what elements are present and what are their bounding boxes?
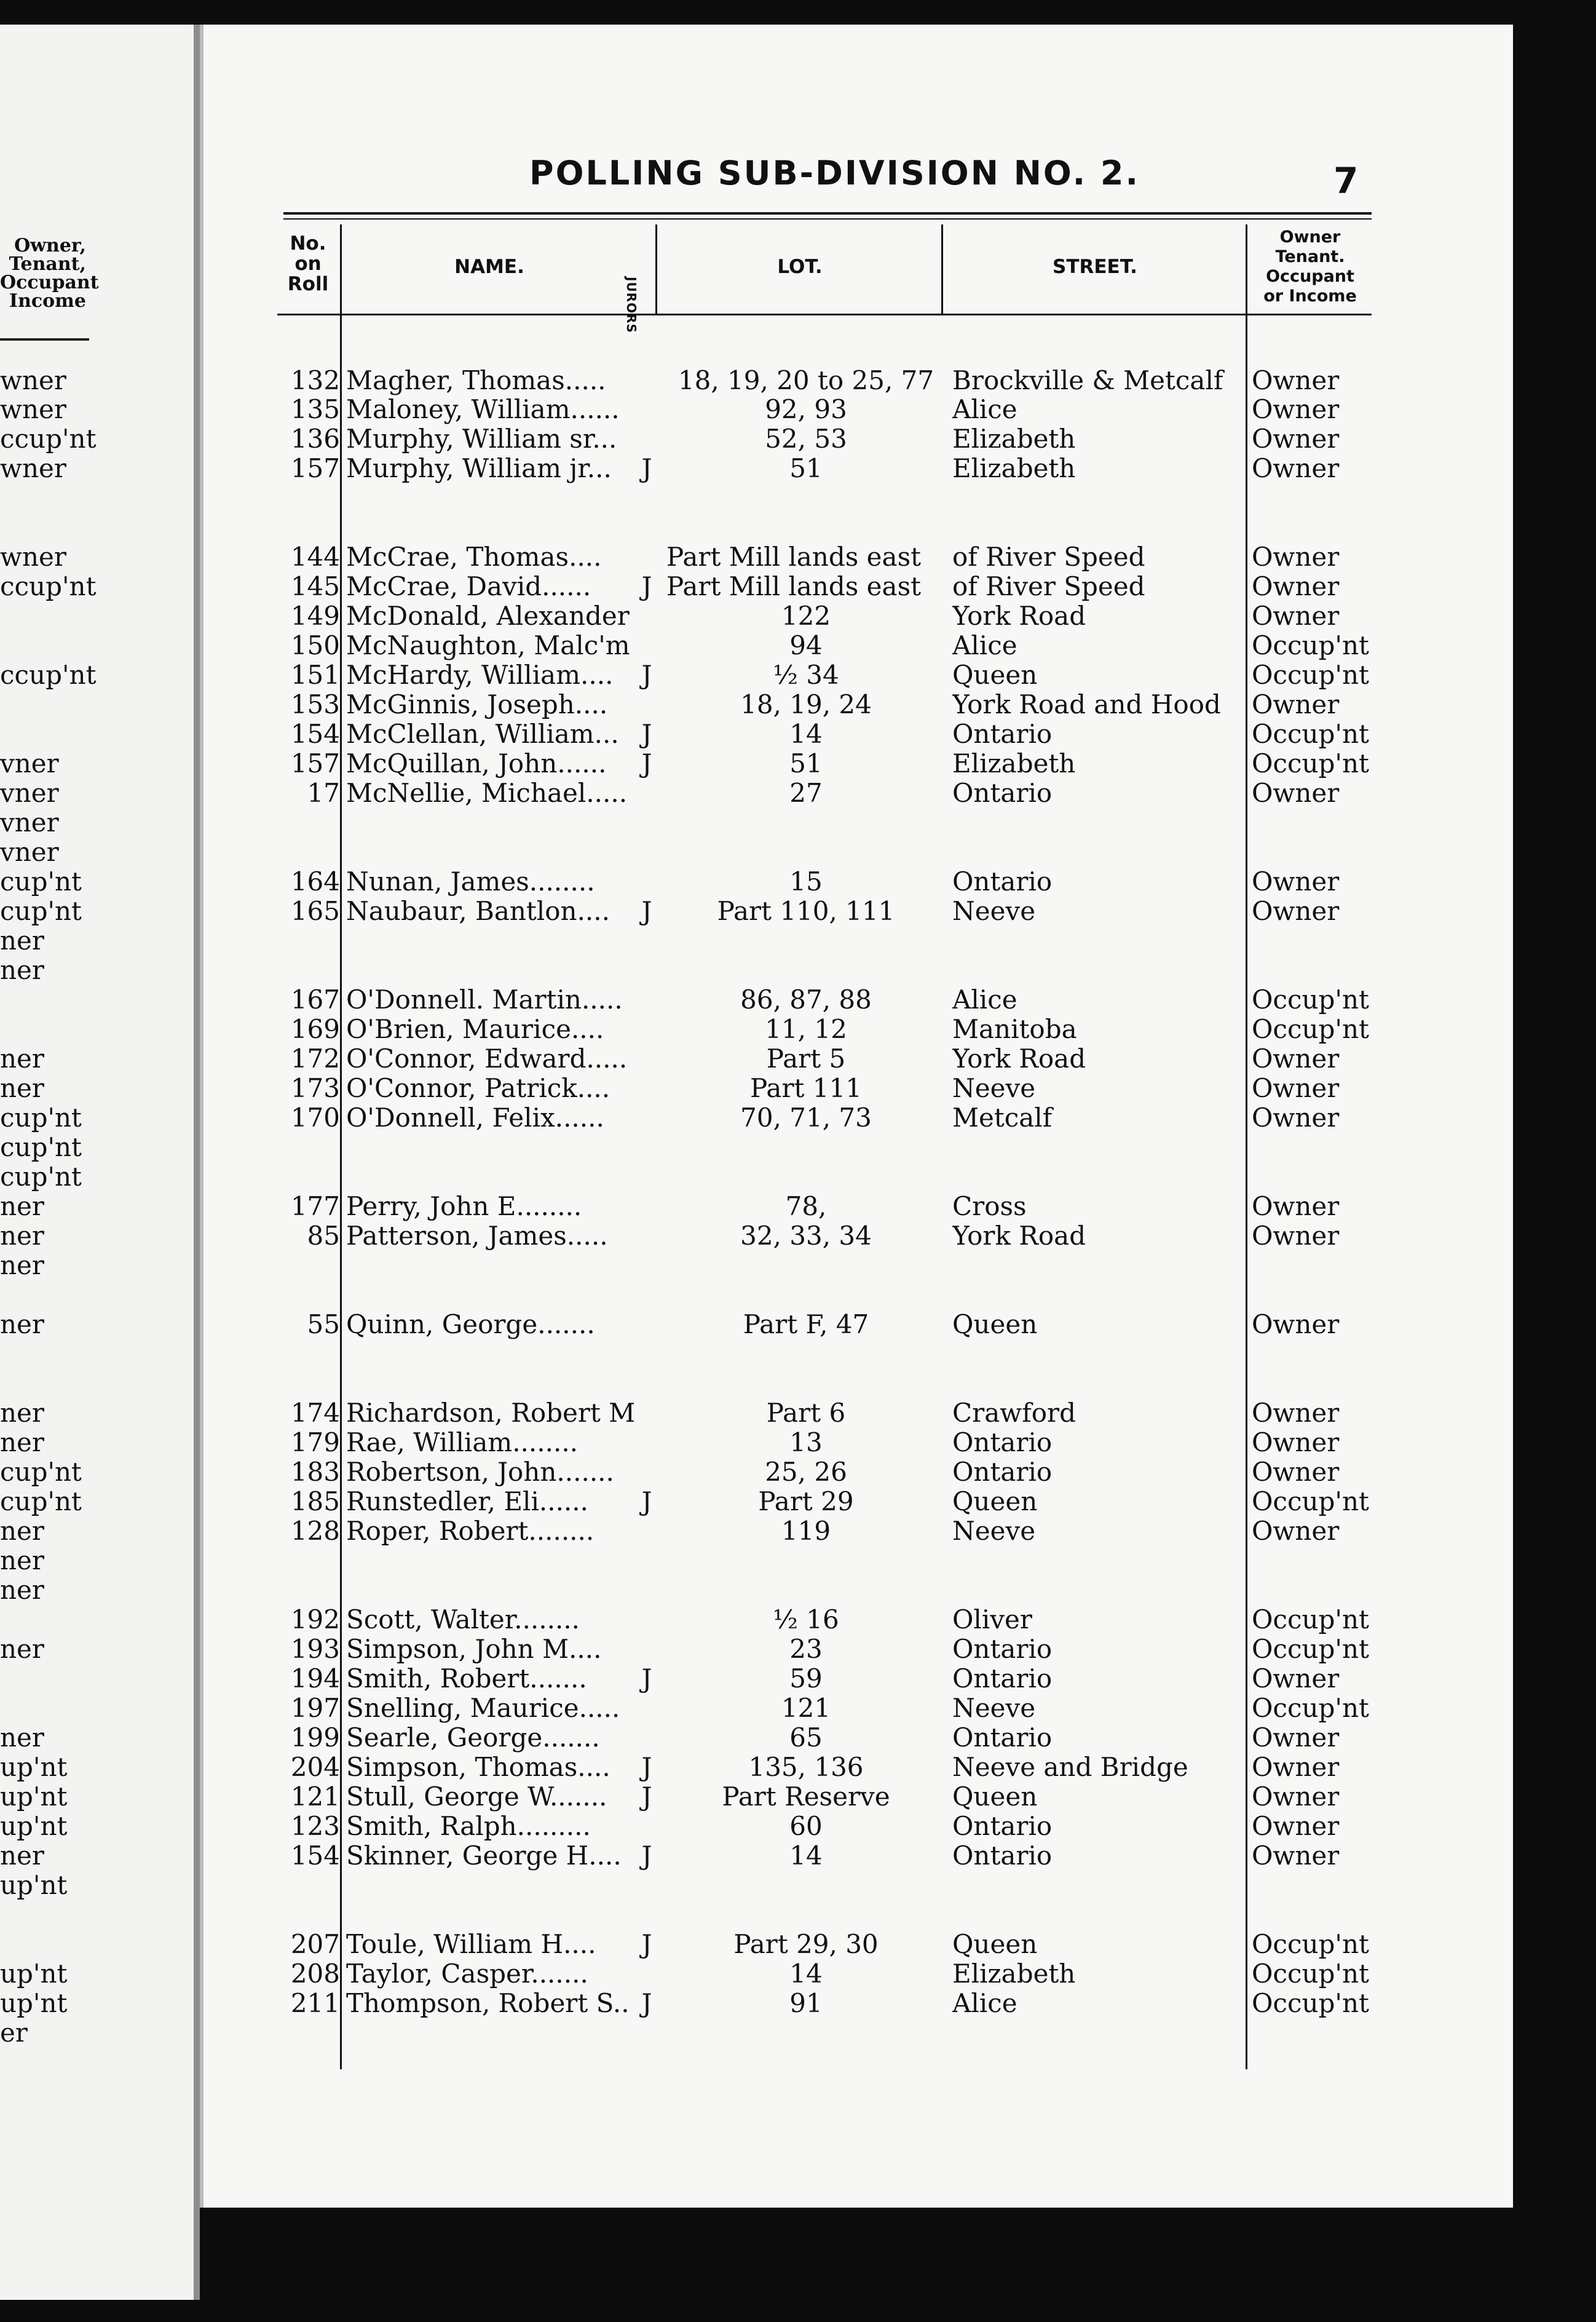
owner-status-cell: Occup'nt bbox=[1252, 1929, 1369, 1959]
left-page-entry: ner bbox=[0, 1221, 44, 1251]
roll-number-cell: 154 bbox=[290, 1841, 340, 1871]
name-cell: Scott, Walter........ bbox=[346, 1605, 580, 1635]
street-cell: Neeve bbox=[952, 897, 1036, 926]
lot-cell: 14 bbox=[789, 719, 823, 749]
owner-status-cell: Occup'nt bbox=[1252, 748, 1369, 779]
column-header-owner-tenant: Owner Tenant. Occupant or Income bbox=[1263, 228, 1357, 306]
lot-cell: 94 bbox=[789, 630, 823, 660]
lot-cell: 91 bbox=[789, 1988, 823, 2018]
street-cell: Ontario bbox=[952, 1723, 1053, 1753]
street-cell: Ontario bbox=[952, 1841, 1053, 1871]
left-page-entry: cup'nt bbox=[0, 896, 82, 926]
name-cell: Maloney, William...... bbox=[346, 395, 620, 424]
left-page-entry: ccup'nt bbox=[0, 660, 97, 690]
street-cell: Ontario bbox=[952, 1635, 1053, 1664]
juror-mark-cell: J bbox=[641, 1929, 652, 1959]
lot-cell: 135, 136 bbox=[748, 1752, 864, 1782]
owner-status-cell: Occup'nt bbox=[1252, 1693, 1369, 1723]
name-cell: O'Connor, Edward..... bbox=[346, 1044, 628, 1074]
name-cell: McCrae, Thomas.... bbox=[346, 542, 602, 572]
roll-number-cell: 150 bbox=[290, 630, 340, 660]
left-page-header-rule bbox=[0, 338, 89, 341]
lot-cell: 51 bbox=[789, 453, 823, 483]
roll-number-cell: 157 bbox=[290, 748, 340, 779]
lot-cell: 86, 87, 88 bbox=[740, 985, 872, 1015]
left-page-entry: er bbox=[0, 2018, 28, 2048]
street-cell: Queen bbox=[952, 1930, 1038, 1959]
left-page-entry: ner bbox=[0, 1398, 44, 1428]
left-page-entry: ner bbox=[0, 955, 44, 985]
owner-status-cell: Occup'nt bbox=[1252, 1014, 1369, 1044]
name-cell: O'Donnell, Felix...... bbox=[346, 1103, 604, 1133]
lot-cell: ½ 34 bbox=[773, 660, 839, 690]
street-cell: Metcalf bbox=[952, 1103, 1053, 1133]
left-page-entry: vner bbox=[0, 778, 59, 808]
roll-number-cell: 123 bbox=[290, 1811, 340, 1841]
owner-status-cell: Owner bbox=[1252, 424, 1340, 454]
lot-cell: 18, 19, 20 to 25, 77 bbox=[678, 365, 934, 395]
lot-cell: 92, 93 bbox=[765, 394, 847, 424]
lot-cell: 122 bbox=[781, 601, 831, 631]
juror-mark-cell: J bbox=[641, 571, 652, 601]
left-page-entry: ccup'nt bbox=[0, 571, 97, 601]
page-title: POLLING SUB-DIVISION NO. 2. bbox=[529, 154, 1140, 192]
name-cell: Roper, Robert........ bbox=[346, 1516, 595, 1546]
left-page-entry: cup'nt bbox=[0, 1486, 82, 1516]
lot-cell: 14 bbox=[789, 1841, 823, 1871]
owner-status-cell: Occup'nt bbox=[1252, 1604, 1369, 1635]
roll-number-cell: 164 bbox=[290, 866, 340, 897]
name-cell: Quinn, George....... bbox=[346, 1310, 595, 1339]
lot-cell: 13 bbox=[789, 1427, 823, 1457]
name-cell: Richardson, Robert M bbox=[346, 1398, 635, 1428]
left-page-entry: ner bbox=[0, 1545, 44, 1575]
roll-number-cell: 151 bbox=[290, 660, 340, 690]
owner-status-cell: Owner bbox=[1252, 1427, 1340, 1457]
name-cell: Murphy, William sr... bbox=[346, 424, 617, 454]
header-top-rule bbox=[283, 212, 1372, 215]
roll-number-cell: 174 bbox=[290, 1398, 340, 1428]
street-cell: Elizabeth bbox=[952, 1959, 1076, 1989]
lot-cell: 65 bbox=[789, 1722, 823, 1753]
street-cell: Elizabeth bbox=[952, 424, 1076, 454]
lot-cell: 70, 71, 73 bbox=[740, 1103, 872, 1133]
name-cell: Stull, George W....... bbox=[346, 1782, 607, 1812]
owner-status-cell: Owner bbox=[1252, 866, 1340, 897]
left-page-entry: up'nt bbox=[0, 1781, 68, 1812]
lot-cell: 23 bbox=[789, 1634, 823, 1664]
roll-number-cell: 85 bbox=[307, 1221, 340, 1251]
street-cell: Ontario bbox=[952, 1664, 1053, 1694]
street-cell: Ontario bbox=[952, 719, 1053, 749]
street-cell: Queen bbox=[952, 1782, 1038, 1812]
owner-status-cell: Owner bbox=[1252, 1457, 1340, 1487]
left-page-entry: ner bbox=[0, 1841, 44, 1871]
street-cell: Brockville & Metcalf bbox=[952, 366, 1223, 395]
lot-cell: Part F, 47 bbox=[743, 1309, 869, 1339]
owner-status-cell: Owner bbox=[1252, 1309, 1340, 1339]
juror-mark-cell: J bbox=[641, 1486, 652, 1516]
street-cell: of River Speed bbox=[952, 572, 1145, 601]
lot-cell: 15 bbox=[789, 866, 823, 897]
lot-cell: 78, bbox=[785, 1191, 827, 1221]
owner-status-cell: Occup'nt bbox=[1252, 1634, 1369, 1664]
juror-mark-cell: J bbox=[641, 660, 652, 690]
page-number: 7 bbox=[1333, 160, 1359, 202]
lot-cell: 51 bbox=[789, 748, 823, 779]
lot-cell: 59 bbox=[789, 1663, 823, 1694]
name-cell: Patterson, James..... bbox=[346, 1221, 608, 1251]
left-page-entry: ner bbox=[0, 1044, 44, 1074]
street-cell: Queen bbox=[952, 1310, 1038, 1339]
roll-number-cell: 55 bbox=[307, 1309, 340, 1339]
lot-cell: Part 29 bbox=[758, 1486, 854, 1516]
juror-mark-cell: J bbox=[641, 748, 652, 779]
lot-cell: 14 bbox=[789, 1959, 823, 1989]
roll-number-cell: 157 bbox=[290, 453, 340, 483]
owner-status-cell: Owner bbox=[1252, 689, 1340, 719]
roll-number-cell: 145 bbox=[290, 571, 340, 601]
street-cell: Cross bbox=[952, 1192, 1027, 1221]
roll-number-cell: 165 bbox=[290, 896, 340, 926]
left-page-entry: ner bbox=[0, 1722, 44, 1753]
left-page-entry: up'nt bbox=[0, 1988, 68, 2018]
left-page-entry: wner bbox=[0, 394, 66, 424]
street-cell: Elizabeth bbox=[952, 749, 1076, 779]
lot-cell: 25, 26 bbox=[765, 1457, 847, 1487]
owner-status-cell: Owner bbox=[1252, 1663, 1340, 1694]
name-cell: McNaughton, Malc'm bbox=[346, 631, 630, 660]
column-divider bbox=[941, 224, 943, 314]
column-divider bbox=[655, 224, 657, 314]
roll-number-cell: 153 bbox=[290, 689, 340, 719]
street-cell: Queen bbox=[952, 660, 1038, 690]
roll-number-cell: 183 bbox=[290, 1457, 340, 1487]
lot-cell: Part 6 bbox=[766, 1398, 846, 1428]
juror-mark-cell: J bbox=[641, 1752, 652, 1782]
roll-number-cell: 135 bbox=[290, 394, 340, 424]
name-cell: O'Donnell. Martin..... bbox=[346, 985, 623, 1015]
roll-number-cell: 169 bbox=[290, 1014, 340, 1044]
owner-status-cell: Owner bbox=[1252, 365, 1340, 395]
name-cell: Skinner, George H.... bbox=[346, 1841, 622, 1871]
lot-cell: Part 111 bbox=[750, 1073, 862, 1103]
owner-status-cell: Owner bbox=[1252, 394, 1340, 424]
name-cell: McClellan, William... bbox=[346, 719, 619, 749]
owner-status-cell: Owner bbox=[1252, 1781, 1340, 1812]
lot-cell: Part 110, 111 bbox=[717, 896, 895, 926]
street-cell: Ontario bbox=[952, 1812, 1053, 1841]
street-cell: Alice bbox=[952, 1989, 1017, 2018]
street-cell: of River Speed bbox=[952, 542, 1145, 572]
name-cell: McDonald, Alexander bbox=[346, 601, 630, 631]
roll-number-cell: 136 bbox=[290, 424, 340, 454]
name-cell: Thompson, Robert S.. bbox=[346, 1989, 630, 2018]
juror-mark-cell: J bbox=[641, 719, 652, 749]
name-cell: Perry, John E........ bbox=[346, 1192, 582, 1221]
left-page-entry: ner bbox=[0, 1309, 44, 1339]
owner-status-cell: Owner bbox=[1252, 896, 1340, 926]
street-cell: Neeve bbox=[952, 1516, 1036, 1546]
column-header-jurors: JURORS bbox=[624, 277, 639, 333]
name-cell: Robertson, John....... bbox=[346, 1457, 614, 1487]
name-cell: McGinnis, Joseph.... bbox=[346, 690, 608, 719]
owner-status-cell: Owner bbox=[1252, 1044, 1340, 1074]
roll-number-cell: 207 bbox=[290, 1929, 340, 1959]
street-cell: Neeve bbox=[952, 1694, 1036, 1723]
left-page-entry: ner bbox=[0, 1575, 44, 1605]
left-page-entry: wner bbox=[0, 365, 66, 395]
lot-cell: 60 bbox=[789, 1811, 823, 1841]
name-cell: Taylor, Casper....... bbox=[346, 1959, 588, 1989]
left-page-entry: cup'nt bbox=[0, 1162, 82, 1192]
street-cell: York Road bbox=[952, 1044, 1086, 1074]
left-page-fragment bbox=[0, 25, 200, 2300]
lot-cell: 121 bbox=[781, 1693, 831, 1723]
header-top-rule-thin bbox=[283, 218, 1372, 220]
owner-status-cell: Occup'nt bbox=[1252, 985, 1369, 1015]
owner-status-cell: Owner bbox=[1252, 778, 1340, 808]
owner-status-cell: Occup'nt bbox=[1252, 1959, 1369, 1989]
juror-mark-cell: J bbox=[641, 1841, 652, 1871]
roll-number-cell: 149 bbox=[290, 601, 340, 631]
street-cell: Neeve bbox=[952, 1074, 1036, 1103]
roll-number-cell: 173 bbox=[290, 1073, 340, 1103]
lot-cell: Part Mill lands east bbox=[666, 571, 922, 601]
left-page-entry: ner bbox=[0, 1191, 44, 1221]
owner-status-cell: Owner bbox=[1252, 1103, 1340, 1133]
street-cell: Alice bbox=[952, 395, 1017, 424]
name-cell: Toule, William H.... bbox=[346, 1930, 596, 1959]
roll-number-cell: 128 bbox=[290, 1516, 340, 1546]
lot-cell: Part 5 bbox=[766, 1044, 846, 1074]
left-page-column-header: Owner, Tenant, Occupant Income bbox=[0, 235, 99, 312]
left-page-entry: ner bbox=[0, 925, 44, 956]
juror-mark-cell: J bbox=[641, 1988, 652, 2018]
owner-status-cell: Occup'nt bbox=[1252, 630, 1369, 660]
owner-status-cell: Owner bbox=[1252, 542, 1340, 572]
name-cell: McHardy, William.... bbox=[346, 660, 614, 690]
left-page-entry: vner bbox=[0, 748, 59, 779]
roll-number-cell: 199 bbox=[290, 1722, 340, 1753]
name-cell: Naubaur, Bantlon.... bbox=[346, 897, 610, 926]
name-cell: McCrae, David...... bbox=[346, 572, 591, 601]
name-cell: Simpson, John M.... bbox=[346, 1635, 602, 1664]
roll-number-cell: 192 bbox=[290, 1604, 340, 1635]
roll-number-cell: 208 bbox=[290, 1959, 340, 1989]
street-cell: Alice bbox=[952, 631, 1017, 660]
name-cell: Rae, William........ bbox=[346, 1428, 579, 1457]
right-page bbox=[200, 25, 1513, 2208]
name-cell: Magher, Thomas..... bbox=[346, 366, 606, 395]
name-cell: McNellie, Michael..... bbox=[346, 779, 628, 808]
column-header-lot: LOT. bbox=[777, 256, 823, 278]
name-cell: Snelling, Maurice..... bbox=[346, 1694, 620, 1723]
street-cell: Neeve and Bridge bbox=[952, 1753, 1188, 1782]
name-cell: Runstedler, Eli...... bbox=[346, 1487, 588, 1516]
owner-status-cell: Owner bbox=[1252, 453, 1340, 483]
street-cell: Crawford bbox=[952, 1398, 1076, 1428]
owner-status-cell: Owner bbox=[1252, 1191, 1340, 1221]
left-page-entry: ner bbox=[0, 1250, 44, 1280]
name-cell: Simpson, Thomas.... bbox=[346, 1753, 610, 1782]
owner-status-cell: Owner bbox=[1252, 601, 1340, 631]
street-cell: Ontario bbox=[952, 867, 1053, 897]
owner-status-cell: Occup'nt bbox=[1252, 719, 1369, 749]
name-cell: Smith, Robert....... bbox=[346, 1664, 587, 1694]
header-bottom-rule bbox=[277, 314, 1372, 315]
roll-number-cell: 194 bbox=[290, 1663, 340, 1694]
street-cell: Manitoba bbox=[952, 1015, 1077, 1044]
left-page-entry: cup'nt bbox=[0, 1132, 82, 1162]
juror-mark-cell: J bbox=[641, 1663, 652, 1694]
lot-cell: 11, 12 bbox=[765, 1014, 847, 1044]
owner-status-cell: Owner bbox=[1252, 1811, 1340, 1841]
left-page-entry: wner bbox=[0, 453, 66, 483]
name-cell: Murphy, William jr... bbox=[346, 454, 612, 483]
roll-number-cell: 172 bbox=[290, 1044, 340, 1074]
left-page-entry: cup'nt bbox=[0, 1457, 82, 1487]
owner-status-cell: Owner bbox=[1252, 1221, 1340, 1251]
street-cell: Alice bbox=[952, 985, 1017, 1015]
juror-mark-cell: J bbox=[641, 1781, 652, 1812]
lot-cell: Part 29, 30 bbox=[733, 1929, 879, 1959]
left-page-entry: vner bbox=[0, 807, 59, 838]
owner-status-cell: Occup'nt bbox=[1252, 1988, 1369, 2018]
left-page-entry: cup'nt bbox=[0, 866, 82, 897]
left-page-entry: up'nt bbox=[0, 1870, 68, 1900]
left-page-entry: up'nt bbox=[0, 1752, 68, 1782]
street-cell: York Road bbox=[952, 601, 1086, 631]
juror-mark-cell: J bbox=[641, 453, 652, 483]
lot-cell: 18, 19, 24 bbox=[740, 689, 872, 719]
lot-cell: Part Reserve bbox=[722, 1781, 890, 1812]
left-page-entry: ner bbox=[0, 1516, 44, 1546]
name-cell: O'Brien, Maurice.... bbox=[346, 1015, 604, 1044]
roll-number-cell: 170 bbox=[290, 1103, 340, 1133]
owner-status-cell: Owner bbox=[1252, 1752, 1340, 1782]
street-cell: Elizabeth bbox=[952, 454, 1076, 483]
left-page-entry: ner bbox=[0, 1427, 44, 1457]
roll-number-cell: 154 bbox=[290, 719, 340, 749]
owner-status-cell: Owner bbox=[1252, 571, 1340, 601]
left-page-entry: vner bbox=[0, 837, 59, 867]
street-cell: Oliver bbox=[952, 1605, 1032, 1635]
street-cell: Queen bbox=[952, 1487, 1038, 1516]
left-page-entry: wner bbox=[0, 542, 66, 572]
name-cell: McQuillan, John...... bbox=[346, 749, 607, 779]
street-cell: York Road bbox=[952, 1221, 1086, 1251]
roll-number-cell: 193 bbox=[290, 1634, 340, 1664]
name-cell: Smith, Ralph......... bbox=[346, 1812, 591, 1841]
street-cell: Ontario bbox=[952, 1428, 1053, 1457]
roll-number-cell: 185 bbox=[290, 1486, 340, 1516]
owner-status-cell: Owner bbox=[1252, 1722, 1340, 1753]
lot-cell: 27 bbox=[789, 778, 823, 808]
roll-number-cell: 211 bbox=[290, 1988, 340, 2018]
left-page-entry: up'nt bbox=[0, 1811, 68, 1841]
roll-number-cell: 144 bbox=[290, 542, 340, 572]
roll-number-cell: 132 bbox=[290, 365, 340, 395]
street-cell: Ontario bbox=[952, 1457, 1053, 1487]
left-page-entry: ner bbox=[0, 1073, 44, 1103]
column-header-name: NAME. bbox=[454, 256, 524, 278]
roll-number-cell: 179 bbox=[290, 1427, 340, 1457]
owner-status-cell: Owner bbox=[1252, 1398, 1340, 1428]
owner-status-cell: Owner bbox=[1252, 1073, 1340, 1103]
roll-number-cell: 177 bbox=[290, 1191, 340, 1221]
owner-status-cell: Occup'nt bbox=[1252, 1486, 1369, 1516]
column-divider bbox=[340, 224, 342, 2069]
street-cell: Ontario bbox=[952, 779, 1053, 808]
left-page-entry: ner bbox=[0, 1634, 44, 1664]
roll-number-cell: 204 bbox=[290, 1752, 340, 1782]
name-cell: O'Connor, Patrick.... bbox=[346, 1074, 610, 1103]
lot-cell: 119 bbox=[781, 1516, 831, 1546]
name-cell: Nunan, James........ bbox=[346, 867, 595, 897]
roll-number-cell: 17 bbox=[307, 778, 340, 808]
lot-cell: Part Mill lands east bbox=[666, 542, 922, 572]
juror-mark-cell: J bbox=[641, 896, 652, 926]
column-header-street: STREET. bbox=[1053, 256, 1137, 278]
owner-status-cell: Owner bbox=[1252, 1841, 1340, 1871]
name-cell: Searle, George....... bbox=[346, 1723, 600, 1753]
roll-number-cell: 167 bbox=[290, 985, 340, 1015]
left-page-entry: cup'nt bbox=[0, 1103, 82, 1133]
left-page-entry: ccup'nt bbox=[0, 424, 97, 454]
left-page-entry: up'nt bbox=[0, 1959, 68, 1989]
column-header-no: No. on Roll bbox=[287, 232, 329, 295]
roll-number-cell: 197 bbox=[290, 1693, 340, 1723]
roll-number-cell: 121 bbox=[290, 1781, 340, 1812]
owner-status-cell: Owner bbox=[1252, 1516, 1340, 1546]
street-cell: York Road and Hood bbox=[952, 690, 1221, 719]
owner-status-cell: Occup'nt bbox=[1252, 660, 1369, 690]
lot-cell: ½ 16 bbox=[773, 1604, 839, 1635]
lot-cell: 32, 33, 34 bbox=[740, 1221, 872, 1251]
lot-cell: 52, 53 bbox=[765, 424, 847, 454]
